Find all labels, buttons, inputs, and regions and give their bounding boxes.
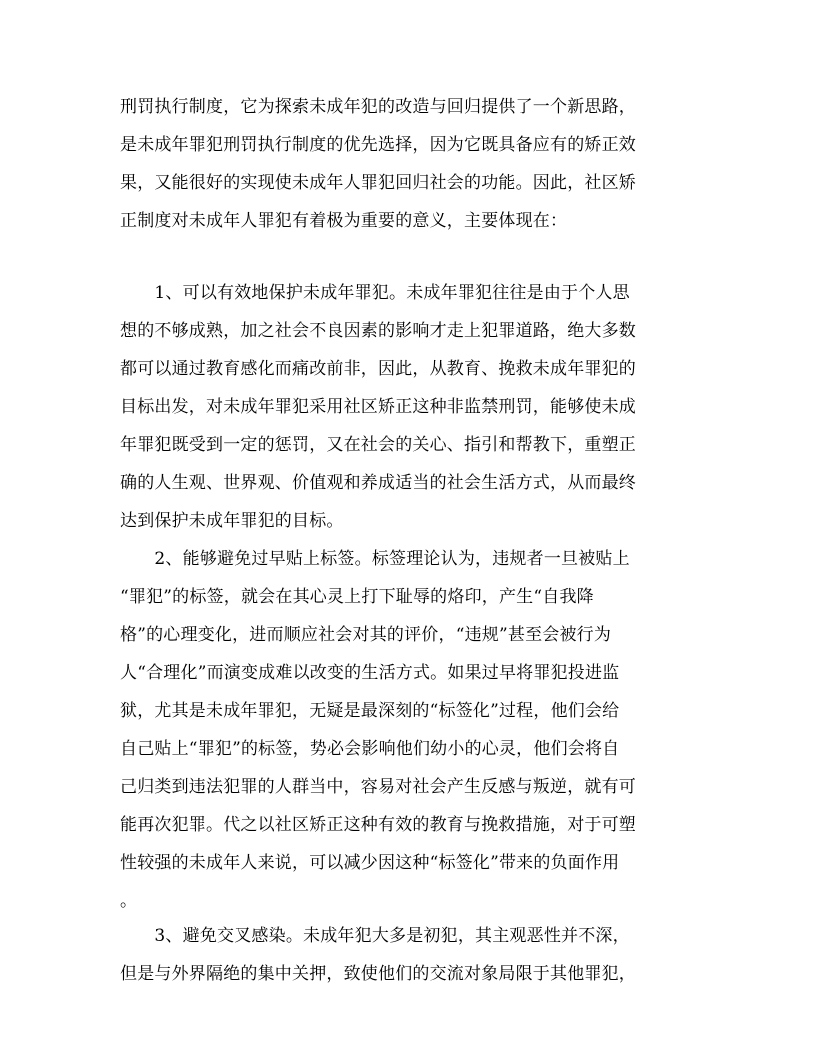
text-line: 想的不够成熟，加之社会不良因素的影响才走上犯罪道路，绝大多数	[120, 321, 636, 341]
text-line: 但是与外界隔绝的集中关押，致使他们的交流对象局限于其他罪犯，	[120, 964, 636, 984]
text-line: 2、能够避免过早贴上标签。标签理论认为，违规者一旦被贴上	[120, 549, 630, 569]
text-line: 格”的心理变化，进而顺应社会对其的评价，“违规”甚至会被行为	[120, 625, 612, 645]
text-line: 达到保护未成年罪犯的目标。	[120, 511, 344, 531]
text-line: 是未成年罪犯刑罚执行制度的优先选择，因为它既具备应有的矫正效	[120, 135, 636, 155]
text-line: 3、避免交叉感染。未成年犯大多是初犯，其主观恶性并不深，	[120, 926, 630, 946]
text-line: 正制度对未成年人罪犯有着极为重要的意义，主要体现在：	[120, 211, 568, 231]
text-line: 性较强的未成年人来说，可以减少因这种“标签化”带来的负面作用	[120, 853, 620, 873]
text-line: 。	[120, 891, 138, 911]
text-line: 年罪犯既受到一定的惩罚，又在社会的关心、指引和帮教下，重塑正	[120, 435, 636, 455]
text-line: 刑罚执行制度，它为探索未成年犯的改造与回归提供了一个新思路，	[120, 97, 636, 117]
text-line: 能再次犯罪。代之以社区矫正这种有效的教育与挽救措施，对于可塑	[120, 815, 636, 835]
text-line: 自己贴上“罪犯”的标签，势必会影响他们幼小的心灵，他们会将自	[120, 739, 620, 759]
text-line: 确的人生观、世界观、价值观和养成适当的社会生活方式，从而最终	[120, 473, 636, 493]
text-line: “罪犯”的标签，就会在其心灵上打下耻辱的烙印，产生“自我降	[120, 587, 594, 607]
text-line: 都可以通过教育感化而痛改前非，因此，从教育、挽救未成年罪犯的	[120, 359, 636, 379]
text-line: 己归类到违法犯罪的人群当中，容易对社会产生反感与叛逆，就有可	[120, 777, 636, 797]
text-line: 目标出发，对未成年罪犯采用社区矫正这种非监禁刑罚，能够使未成	[120, 397, 636, 417]
text-line: 人“合理化”而演变成难以改变的生活方式。如果过早将罪犯投进监	[120, 663, 620, 683]
text-line: 狱，尤其是未成年罪犯，无疑是最深刻的“标签化”过程，他们会给	[120, 701, 620, 721]
text-line: 果，又能很好的实现使未成年人罪犯回归社会的功能。因此，社区矫	[120, 173, 636, 193]
text-line: 1、可以有效地保护未成年罪犯。未成年罪犯往往是由于个人思	[120, 283, 630, 303]
